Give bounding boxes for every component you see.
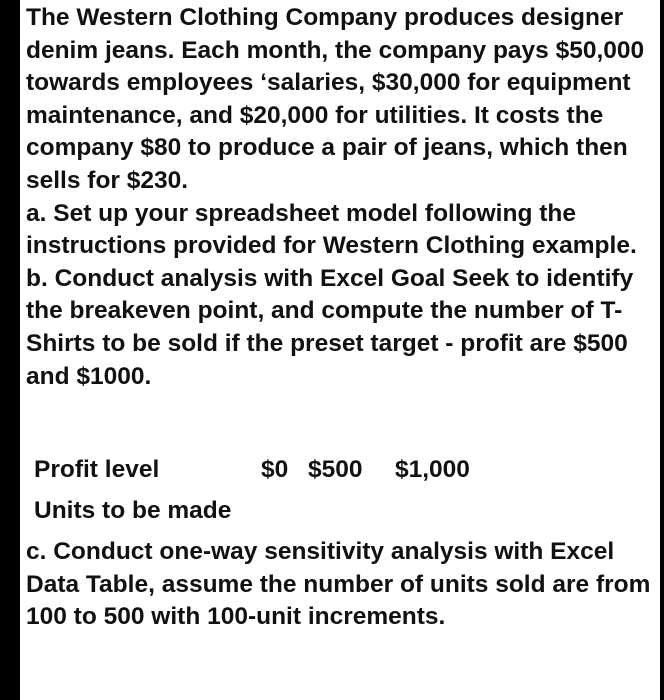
part-a-paragraph: a. Set up your spreadsheet model following the instructions provided for Western Clothing example. — [26, 199, 637, 260]
profit-value-500: $500 — [308, 456, 363, 483]
profit-value-0: $0 — [261, 456, 289, 483]
problem-text — [26, 2, 660, 393]
units-row — [34, 497, 594, 538]
intro-paragraph: The Western Clothing Company produces designer denim jeans. Each month, the company pays $50,000 towards employees ‘salaries, $30,000 for equipment maintenance, and $20,000 for utilities. It costs the company $80 to produce a pair of jeans, which then sells for $230. — [26, 4, 645, 194]
profit-level-row — [34, 456, 594, 497]
units-label: Units to be made — [34, 497, 232, 524]
profit-level-label: Profit level — [34, 456, 160, 483]
part-b-paragraph: b. Conduct analysis with Excel Goal Seek to identify the breakeven point, and compute the number of T-Shirts to be sold if the preset target - profit are $500 and $1000. — [26, 264, 634, 390]
part-c-paragraph: c. Conduct one-way sensitivity analysis with Excel Data Table, assume the number of units sold are from 100 to 500 with 100-unit increments. — [26, 538, 651, 631]
profit-value-1000: $1,000 — [395, 456, 470, 483]
profit-units-table — [34, 456, 594, 538]
